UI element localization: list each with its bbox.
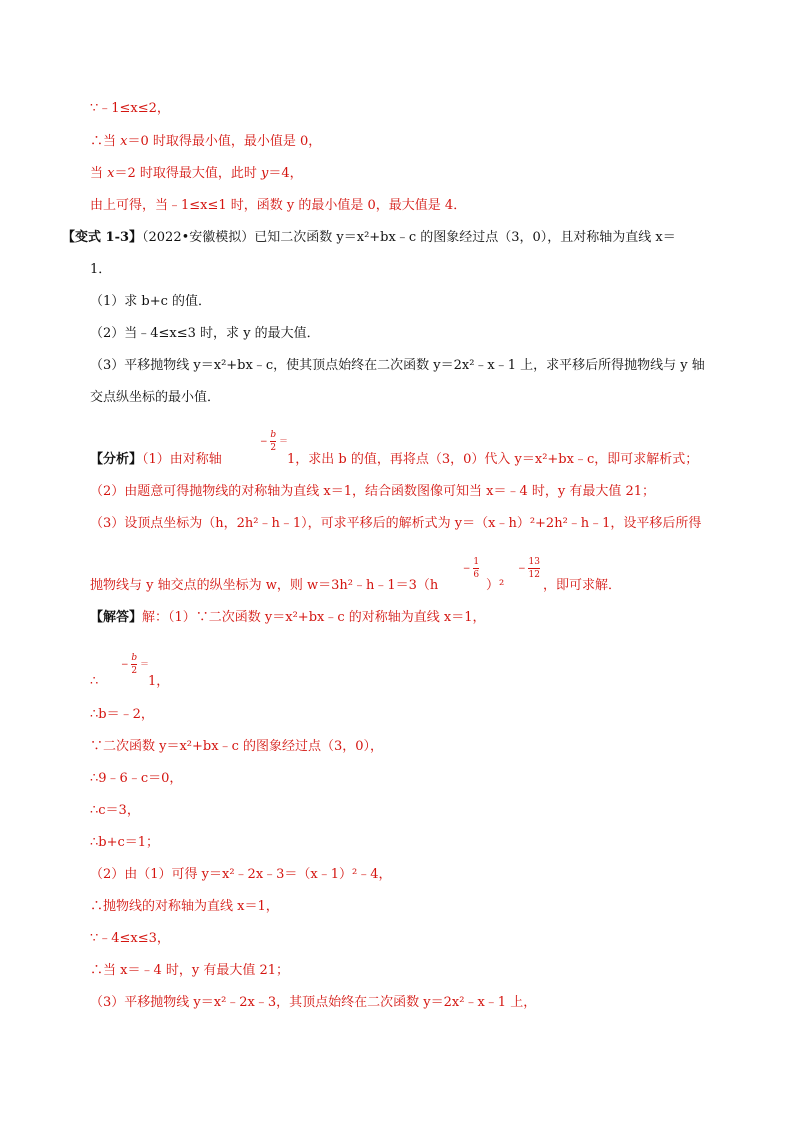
- analysis-line-4: 抛物线与 y 轴交点的纵坐标为 w，则 w＝3h²﹣h﹣1＝3（h: [90, 578, 439, 593]
- solution-step-2: ∴: [90, 674, 99, 689]
- solution-step-8: （2）由（1）可得 y＝x²﹣2x﹣3＝（x﹣1）²﹣4，: [90, 867, 392, 882]
- solution-step-12: （3）平移抛物线 y＝x²﹣2x﹣3，其顶点始终在二次函数 y＝2x²﹣x﹣1 上，: [90, 995, 537, 1010]
- numerator: b: [270, 430, 277, 440]
- analysis-line-2: （2）由题意可得抛物线的对称轴为直线 x＝1，结合函数图像可知当 x＝﹣4 时，y 有最大值 21；: [90, 484, 656, 499]
- question-text-cont: 1．: [90, 262, 112, 277]
- fraction-bar: [473, 568, 479, 569]
- fraction-neg-b-over-2-sol: [118, 653, 152, 676]
- minus-sign: −: [462, 564, 471, 574]
- solution-step-6: ∴c＝3，: [90, 803, 140, 818]
- minus-sign: −: [259, 437, 268, 447]
- analysis-line-1-cont: 1，求出 b 的值，再将点（3，0）代入 y＝x²+bx﹣c，即可求解析式；: [287, 452, 699, 467]
- equals-sign: ＝: [140, 660, 150, 670]
- text-fragment: 当: [90, 166, 108, 181]
- text-fragment: ＝0 时取得最小值，最小值是 0，: [127, 134, 322, 149]
- var-x: x: [107, 166, 115, 181]
- fraction-neg-13-over-12: [514, 557, 544, 580]
- analysis-line-4-end: ，即可求解．: [543, 578, 622, 593]
- question-text: （2022•安徽模拟）已知二次函数 y＝x²+bx﹣c 的图象经过点（3，0），且对称轴为直线 x＝: [142, 230, 676, 245]
- text-fragment: ＝4，: [268, 166, 303, 181]
- solution-line-3: [90, 165, 303, 183]
- solution-step-9: ∴抛物线的对称轴为直线 x＝1，: [90, 899, 279, 914]
- question-tag: 【变式 1-3】: [62, 230, 143, 245]
- solution-step-2-cont: 1，: [148, 674, 170, 689]
- numerator: 13: [528, 557, 540, 567]
- equals-sign: ＝: [279, 437, 289, 447]
- solution-step-10: ∵﹣4≤x≤3，: [90, 931, 170, 946]
- fraction-bar: [131, 664, 137, 665]
- var-y: y: [261, 166, 269, 181]
- text-fragment: ＝2 时取得最大值，此时: [114, 166, 262, 181]
- text-fragment: 解：（1）∵二次函数 y＝x²+bx﹣c 的对称轴为直线 x＝1，: [142, 610, 486, 625]
- fraction-bar: [528, 568, 539, 569]
- solution-line-4: 由上可得，当﹣1≤x≤1 时，函数 y 的最小值是 0，最大值是 4．: [90, 198, 467, 213]
- numerator: b: [131, 653, 138, 663]
- solution-step-3: ∴b＝﹣2，: [90, 707, 154, 722]
- solution-step-7: ∴b+c＝1；: [90, 835, 160, 850]
- solution-header: [90, 609, 486, 627]
- analysis-line-3: （3）设顶点坐标为（h，2h²﹣h﹣1），可求平移后的解析式为 y＝（x﹣h）²+2h²﹣h﹣1，设平移后所得: [90, 516, 702, 531]
- question-part-2: （2）当﹣4≤x≤3 时，求 y 的最大值．: [90, 326, 320, 341]
- denominator: 6: [473, 570, 480, 580]
- fraction-bar: [270, 441, 276, 442]
- minus-sign: −: [120, 660, 129, 670]
- denominator: 12: [528, 570, 540, 580]
- question-header: [62, 229, 676, 247]
- question-part-3-cont: 交点纵坐标的最小值．: [90, 390, 221, 405]
- fraction-neg-b-over-2: [257, 430, 291, 453]
- analysis-line-4-mid: ）²: [486, 578, 505, 593]
- numerator: 1: [473, 557, 480, 567]
- analysis-tag: 【分析】: [90, 452, 143, 467]
- solution-step-5: ∴9﹣6﹣c＝0，: [90, 771, 183, 786]
- solution-line-1: ∵﹣1≤x≤2，: [90, 101, 170, 116]
- question-part-3: （3）平移抛物线 y＝x²+bx﹣c，使其顶点始终在二次函数 y＝2x²﹣x﹣1 上，求平移后所得抛物线与 y 轴: [90, 358, 705, 373]
- text-fragment: （1）由对称轴: [142, 452, 222, 467]
- solution-tag: 【解答】: [90, 610, 143, 625]
- fraction-neg-1-over-6: [460, 557, 482, 580]
- question-part-1: （1）求 b+c 的值．: [90, 294, 212, 309]
- solution-step-4: ∵二次函数 y＝x²+bx﹣c 的图象经过点（3，0），: [90, 739, 384, 754]
- denominator: 2: [270, 443, 277, 453]
- text-fragment: ∴当: [90, 134, 121, 149]
- analysis-line-1: [90, 451, 222, 469]
- solution-line-2: [90, 133, 321, 151]
- solution-step-11: ∴当 x＝﹣4 时，y 有最大值 21；: [90, 963, 290, 978]
- denominator: 2: [131, 666, 138, 676]
- minus-sign: −: [518, 564, 526, 574]
- var-x: x: [120, 134, 128, 149]
